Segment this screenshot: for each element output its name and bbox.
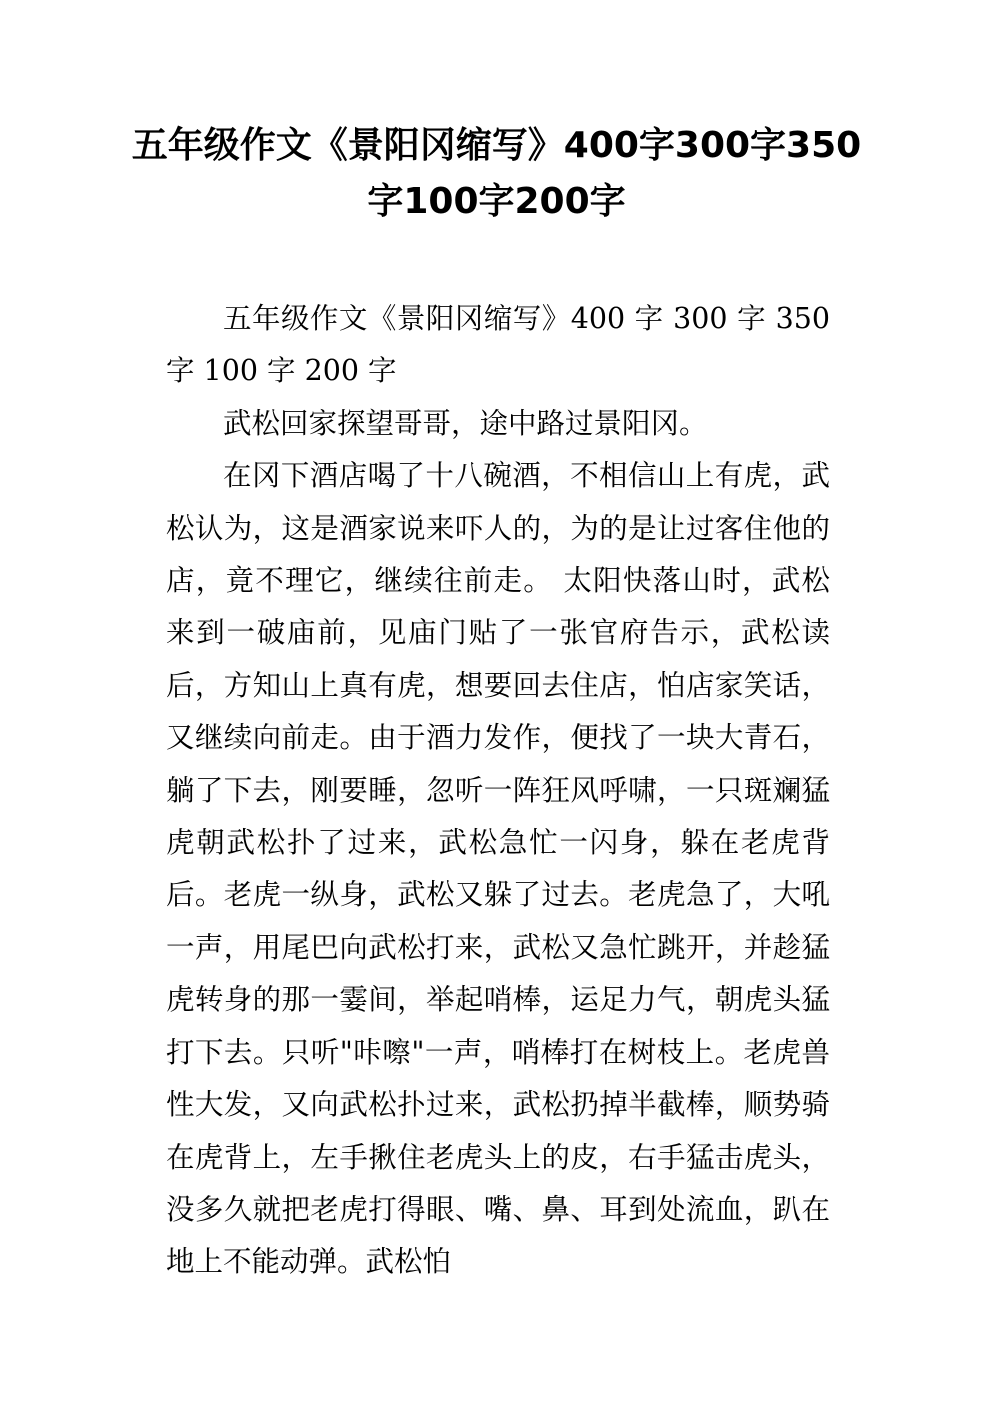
paragraph-story: 在冈下酒店喝了十八碗酒，不相信山上有虎，武松认为，这是酒家说来吓人的，为的是让过客住他的店，竟不理它，继续往前走。 太阳快落山时，武松来到一破庙前，见庙门贴了一张官府告示，武松读后，方知山上真有虎，想要回去住店，怕店家笑话，又继续向前走。由于酒力发作，便找了一块大青石，躺了下去，刚要睡，忽听一阵狂风呼啸，一只斑斓猛虎朝武松扑了过来，武松急忙一闪身，躲在老虎背后。老虎一纵身，武松又躲了过去。老虎急了，大吼一声，用尾巴向武松打来，武松又急忙跳开，并趁猛虎转身的那一霎间，举起哨棒，运足力气，朝虎头猛打下去。只听"咔嚓"一声，哨棒打在树枝上。老虎兽性大发，又向武松扑过来，武松扔掉半截棒，顺势骑在虎背上，左手揪住老虎头上的皮，右手猛击虎头，没多久就把老虎打得眼、嘴、鼻、耳到处流血，趴在地上不能动弹。武松怕	[166, 459, 830, 1279]
document-title: 五年级作文《景阳冈缩写》400字300字350字100字200字	[131, 125, 862, 222]
document-body	[166, 293, 830, 1289]
paragraph-intro: 武松回家探望哥哥，途中路过景阳冈。	[223, 406, 708, 440]
paragraph-heading-repeat: 五年级作文《景阳冈缩写》400 字 300 字 350 字 100 字 200 字	[166, 302, 830, 388]
